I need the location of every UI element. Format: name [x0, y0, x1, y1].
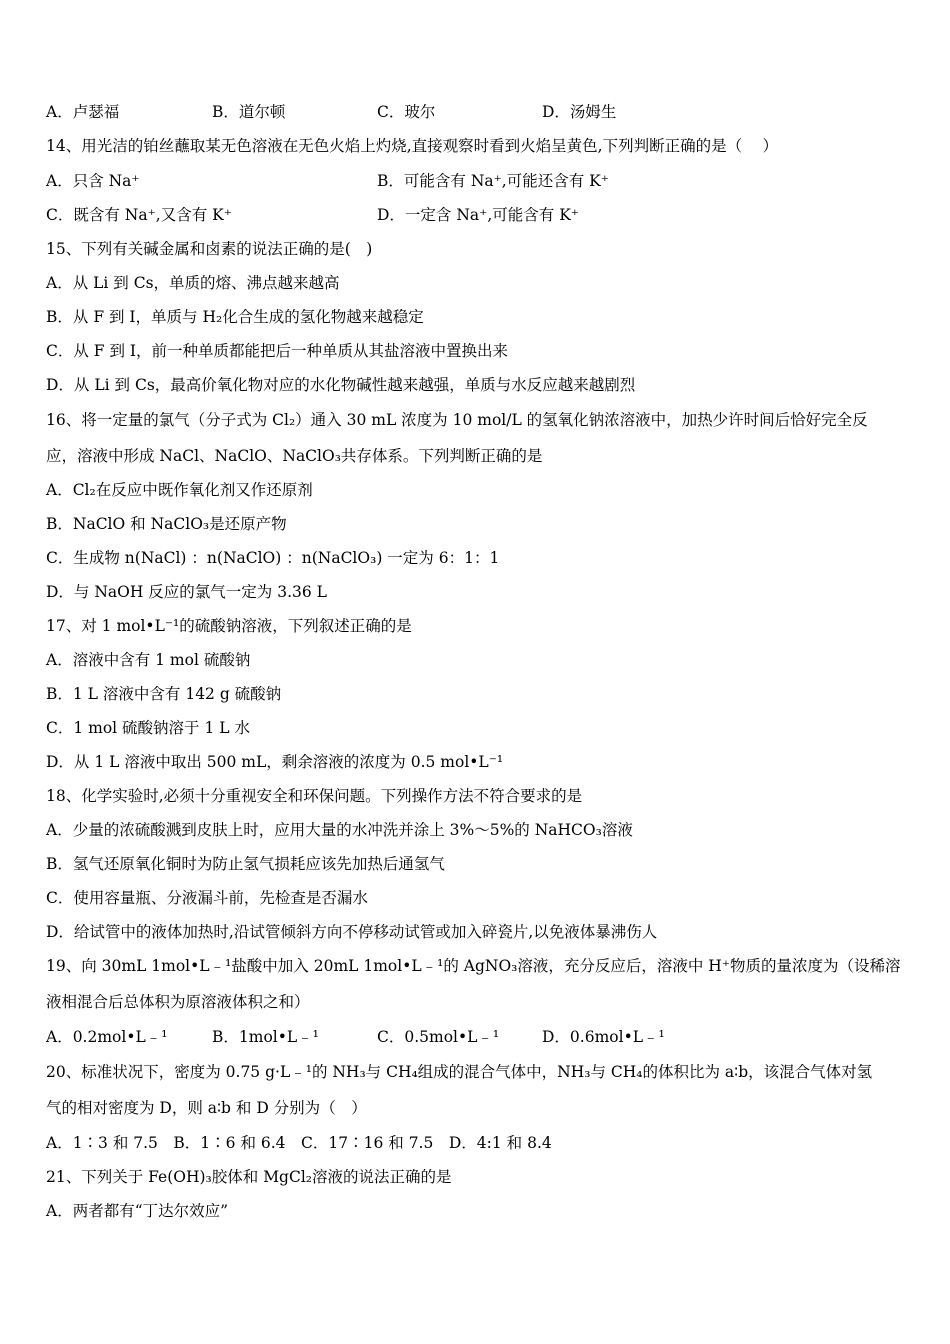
q16-option-b: B．NaClO 和 NaClO₃是还原产物	[46, 515, 287, 533]
q16-option-a: A．Cl₂在反应中既作氧化剂又作还原剂	[46, 481, 313, 499]
q15-stem: 15、下列有关碱金属和卤素的说法正确的是( )	[46, 240, 373, 258]
q18-stem: 18、化学实验时,必须十分重视安全和环保问题。下列操作方法不符合要求的是	[46, 787, 583, 805]
q20-stem-line2: 气的相对密度为 D，则 a∶b 和 D 分别为（ ）	[46, 1099, 367, 1117]
q17-option-d: D．从 1 L 溶液中取出 500 mL，剩余溶液的浓度为 0.5 mol•L⁻¹	[46, 753, 504, 771]
q18-option-d: D．给试管中的液体加热时,沿试管倾斜方向不停移动试管或加入碎瓷片,以免液体暴沸伤人	[46, 923, 658, 941]
q16-stem-line1: 16、将一定量的氯气（分子式为 Cl₂）通入 30 mL 浓度为 10 mol/L 的氢氧化钠浓溶液中，加热少许时间后恰好完全反	[46, 411, 868, 429]
q18-option-b: B．氢气还原氧化铜时为防止氢气损耗应该先加热后通氢气	[46, 855, 445, 873]
q20-options: A．1∶3 和 7.5 B．1∶6 和 6.4 C．17∶16 和 7.5 D．4:1 和 8.4	[46, 1134, 552, 1152]
q16-option-d: D．与 NaOH 反应的氯气一定为 3.36 L	[46, 583, 327, 601]
q21-stem: 21、下列关于 Fe(OH)₃胶体和 MgCl₂溶液的说法正确的是	[46, 1168, 452, 1186]
q14-option-b: B．可能含有 Na⁺,可能还含有 K⁺	[377, 172, 609, 190]
q17-option-a: A．溶液中含有 1 mol 硫酸钠	[46, 651, 251, 669]
q16-option-c: C．生成物 n(NaCl) ：n(NaClO) ：n(NaClO₃) 一定为 6：1：1	[46, 549, 500, 567]
q19-option-c: C．0.5mol•L﹣¹	[377, 1028, 500, 1046]
q14-option-a: A．只含 Na⁺	[46, 172, 140, 190]
q17-option-b: B．1 L 溶液中含有 142 g 硫酸钠	[46, 685, 282, 703]
q13-option-d: D．汤姆生	[542, 103, 617, 121]
q15-option-a: A．从 Li 到 Cs，单质的熔、沸点越来越高	[46, 274, 340, 292]
q19-option-d: D．0.6mol•L﹣¹	[542, 1028, 665, 1046]
q21-option-a: A．两者都有“丁达尔效应”	[46, 1202, 229, 1220]
q19-stem-line2: 液相混合后总体积为原溶液体积之和）	[46, 993, 310, 1011]
q15-option-d: D．从 Li 到 Cs，最高价氧化物对应的水化物碱性越来越强，单质与水反应越来越剧烈	[46, 376, 636, 394]
q19-option-a: A．0.2mol•L﹣¹	[46, 1028, 168, 1046]
q15-option-b: B．从 F 到 I，单质与 H₂化合生成的氢化物越来越稳定	[46, 308, 424, 326]
q17-option-c: C．1 mol 硫酸钠溶于 1 L 水	[46, 719, 250, 737]
q14-option-d: D．一定含 Na⁺,可能含有 K⁺	[377, 206, 579, 224]
q18-option-c: C．使用容量瓶、分液漏斗前，先检查是否漏水	[46, 889, 368, 907]
q19-stem-line1: 19、向 30mL 1mol•L﹣¹盐酸中加入 20mL 1mol•L﹣¹的 AgNO₃溶液，充分反应后，溶液中 H⁺物质的量浓度为（设稀溶	[46, 957, 901, 975]
q14-stem: 14、用光洁的铂丝蘸取某无色溶液在无色火焰上灼烧,直接观察时看到火焰呈黄色,下列判断正确的是（ ）	[46, 137, 779, 155]
q13-option-a: A．卢瑟福	[46, 103, 120, 121]
q17-stem: 17、对 1 mol•L⁻¹的硫酸钠溶液，下列叙述正确的是	[46, 617, 412, 635]
q13-option-b: B．道尔顿	[212, 103, 286, 121]
q19-option-b: B．1mol•L﹣¹	[212, 1028, 319, 1046]
q15-option-c: C．从 F 到 I，前一种单质都能把后一种单质从其盐溶液中置换出来	[46, 342, 509, 360]
q16-stem-line2: 应，溶液中形成 NaCl、NaClO、NaClO₃共存体系。下列判断正确的是	[46, 447, 543, 465]
q14-option-c: C．既含有 Na⁺,又含有 K⁺	[46, 206, 232, 224]
q20-stem-line1: 20、标准状况下，密度为 0.75 g·L﹣¹的 NH₃与 CH₄组成的混合气体中，NH₃与 CH₄的体积比为 a∶b，该混合气体对氢	[46, 1063, 873, 1081]
q18-option-a: A．少量的浓硫酸溅到皮肤上时，应用大量的水冲洗并涂上 3%～5%的 NaHCO₃溶液	[46, 821, 633, 839]
q13-option-c: C．玻尔	[377, 103, 436, 121]
